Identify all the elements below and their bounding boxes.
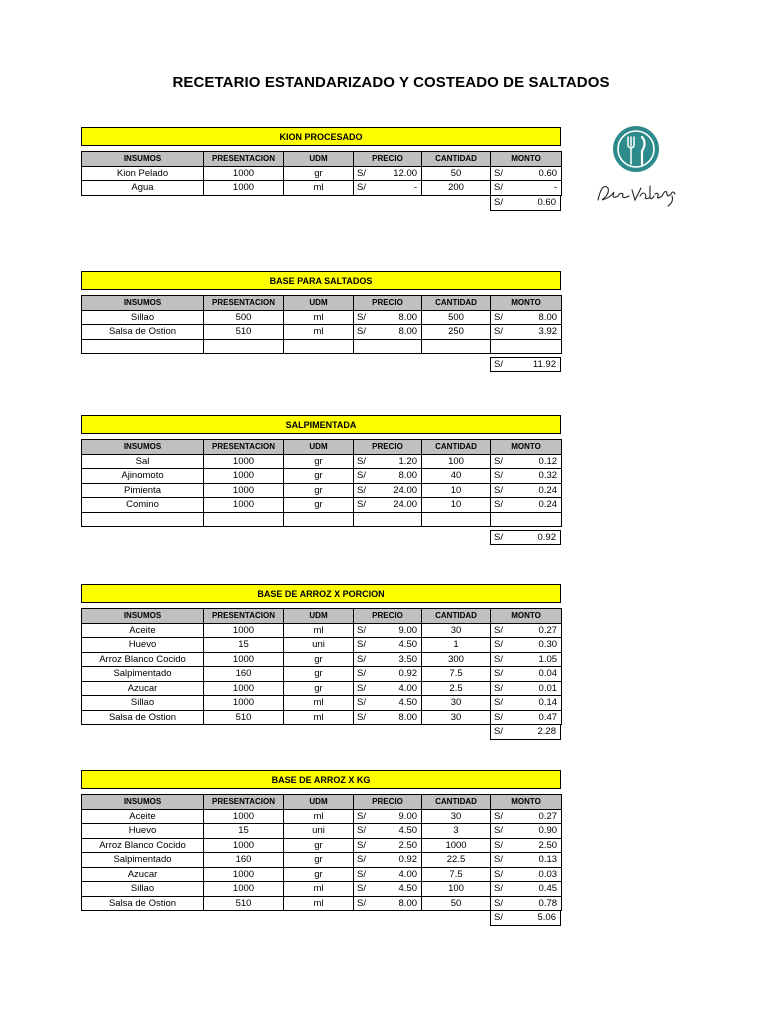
udm-cell: gr <box>284 652 354 667</box>
recipe-title: KION PROCESADO <box>81 127 561 146</box>
column-header: UDM <box>284 795 354 810</box>
column-header: PRESENTACION <box>204 795 284 810</box>
cantidad-cell: 30 <box>422 710 491 725</box>
monto-cell: 0.27 <box>511 809 562 824</box>
recipe-section <box>81 415 561 545</box>
table-header-row <box>82 296 562 311</box>
monto-currency-cell: S/ <box>491 710 511 725</box>
monto-currency-cell: S/ <box>491 882 511 897</box>
column-header: MONTO <box>491 609 562 624</box>
total-value: 5.06 <box>537 912 556 923</box>
table-row <box>82 623 562 638</box>
recipe-title: BASE DE ARROZ X PORCION <box>81 584 561 603</box>
udm-cell: gr <box>284 166 354 181</box>
monto-currency-cell: S/ <box>491 681 511 696</box>
monto-currency-cell: S/ <box>491 853 511 868</box>
column-header: CANTIDAD <box>422 795 491 810</box>
presentacion-cell: 160 <box>204 667 284 682</box>
column-header: INSUMOS <box>82 440 204 455</box>
monto-cell: 0.47 <box>511 710 562 725</box>
cantidad-cell: 250 <box>422 325 491 340</box>
monto-cell <box>511 339 562 354</box>
fork-knife-icon <box>592 122 680 210</box>
insumo-cell <box>82 339 204 354</box>
cantidad-cell: 40 <box>422 469 491 484</box>
total-currency: S/ <box>494 726 503 737</box>
cantidad-cell <box>422 339 491 354</box>
insumo-cell: Ajinomoto <box>82 469 204 484</box>
insumo-cell: Huevo <box>82 824 204 839</box>
monto-cell: 2.50 <box>511 838 562 853</box>
monto-currency-cell: S/ <box>491 867 511 882</box>
cantidad-cell: 2.5 <box>422 681 491 696</box>
cantidad-cell: 7.5 <box>422 667 491 682</box>
recipe-title: BASE PARA SALTADOS <box>81 271 561 290</box>
column-header: PRESENTACION <box>204 152 284 167</box>
precio-cell: 8.00 <box>380 325 422 340</box>
monto-cell: 0.32 <box>511 469 562 484</box>
insumo-cell: Huevo <box>82 638 204 653</box>
precio-currency-cell: S/ <box>354 638 380 653</box>
cantidad-cell: 1 <box>422 638 491 653</box>
presentacion-cell: 1000 <box>204 809 284 824</box>
precio-currency-cell: S/ <box>354 623 380 638</box>
udm-cell <box>284 339 354 354</box>
precio-cell: 8.00 <box>380 469 422 484</box>
udm-cell: ml <box>284 809 354 824</box>
total-cell <box>490 196 561 211</box>
presentacion-cell: 1000 <box>204 181 284 196</box>
recipe-section <box>81 127 561 211</box>
monto-currency-cell: S/ <box>491 498 511 513</box>
precio-currency-cell <box>354 339 380 354</box>
insumo-cell: Salpimentado <box>82 853 204 868</box>
column-header: MONTO <box>491 440 562 455</box>
column-header: PRECIO <box>354 440 422 455</box>
monto-currency-cell: S/ <box>491 838 511 853</box>
udm-cell: ml <box>284 623 354 638</box>
cantidad-cell: 30 <box>422 809 491 824</box>
monto-currency-cell: S/ <box>491 638 511 653</box>
table-row <box>82 512 562 527</box>
recipe-title: SALPIMENTADA <box>81 415 561 434</box>
table-row <box>82 867 562 882</box>
total-value: 2.28 <box>537 726 556 737</box>
cantidad-cell: 3 <box>422 824 491 839</box>
cantidad-cell: 50 <box>422 166 491 181</box>
total-value: 11.92 <box>532 359 556 370</box>
udm-cell: gr <box>284 681 354 696</box>
recipe-title: BASE DE ARROZ X KG <box>81 770 561 789</box>
precio-cell: 4.50 <box>380 824 422 839</box>
precio-currency-cell: S/ <box>354 454 380 469</box>
precio-cell: - <box>380 181 422 196</box>
column-header: UDM <box>284 440 354 455</box>
precio-currency-cell: S/ <box>354 310 380 325</box>
precio-cell: 9.00 <box>380 809 422 824</box>
insumo-cell: Pimienta <box>82 483 204 498</box>
udm-cell: gr <box>284 853 354 868</box>
udm-cell: gr <box>284 454 354 469</box>
cantidad-cell: 200 <box>422 181 491 196</box>
total-value: 0.92 <box>537 532 556 543</box>
column-header: INSUMOS <box>82 795 204 810</box>
cantidad-cell: 30 <box>422 696 491 711</box>
precio-currency-cell: S/ <box>354 483 380 498</box>
cantidad-cell: 300 <box>422 652 491 667</box>
insumo-cell: Azucar <box>82 681 204 696</box>
precio-currency-cell: S/ <box>354 853 380 868</box>
table-row <box>82 339 562 354</box>
table-row <box>82 882 562 897</box>
insumo-cell: Sillao <box>82 882 204 897</box>
presentacion-cell: 1000 <box>204 838 284 853</box>
total-currency: S/ <box>494 196 503 208</box>
precio-cell: 24.00 <box>380 498 422 513</box>
monto-cell: 0.90 <box>511 824 562 839</box>
monto-cell: - <box>511 181 562 196</box>
precio-currency-cell: S/ <box>354 838 380 853</box>
recipe-table <box>81 608 562 725</box>
table-row <box>82 896 562 911</box>
table-row <box>82 310 562 325</box>
table-row <box>82 638 562 653</box>
column-header: PRESENTACION <box>204 440 284 455</box>
precio-cell: 8.00 <box>380 310 422 325</box>
table-row <box>82 696 562 711</box>
monto-currency-cell <box>491 339 511 354</box>
column-header: INSUMOS <box>82 152 204 167</box>
recipe-section <box>81 584 561 740</box>
insumo-cell: Aceite <box>82 809 204 824</box>
total-cell <box>490 725 561 740</box>
presentacion-cell: 1000 <box>204 623 284 638</box>
precio-cell: 4.00 <box>380 681 422 696</box>
column-header: PRECIO <box>354 296 422 311</box>
column-header: CANTIDAD <box>422 152 491 167</box>
column-header: PRESENTACION <box>204 609 284 624</box>
column-header: PRECIO <box>354 609 422 624</box>
insumo-cell: Agua <box>82 181 204 196</box>
column-header: MONTO <box>491 795 562 810</box>
column-header: INSUMOS <box>82 296 204 311</box>
udm-cell: gr <box>284 483 354 498</box>
presentacion-cell: 1000 <box>204 454 284 469</box>
cantidad-cell: 100 <box>422 454 491 469</box>
table-row <box>82 838 562 853</box>
precio-cell <box>380 512 422 527</box>
presentacion-cell: 500 <box>204 310 284 325</box>
table-row <box>82 710 562 725</box>
presentacion-cell: 15 <box>204 638 284 653</box>
total-currency: S/ <box>494 359 503 370</box>
insumo-cell: Azucar <box>82 867 204 882</box>
monto-cell: 0.24 <box>511 483 562 498</box>
table-row <box>82 667 562 682</box>
udm-cell: ml <box>284 710 354 725</box>
column-header: UDM <box>284 152 354 167</box>
monto-currency-cell: S/ <box>491 809 511 824</box>
insumo-cell: Arroz Blanco Cocido <box>82 838 204 853</box>
precio-currency-cell: S/ <box>354 696 380 711</box>
table-row <box>82 824 562 839</box>
insumo-cell: Arroz Blanco Cocido <box>82 652 204 667</box>
monto-currency-cell: S/ <box>491 696 511 711</box>
monto-currency-cell: S/ <box>491 325 511 340</box>
recipe-table <box>81 295 562 354</box>
cantidad-cell: 1000 <box>422 838 491 853</box>
cantidad-cell: 30 <box>422 623 491 638</box>
table-header-row <box>82 440 562 455</box>
recipe-table <box>81 439 562 527</box>
column-header: MONTO <box>491 152 562 167</box>
table-row <box>82 325 562 340</box>
cantidad-cell <box>422 512 491 527</box>
recipe-table <box>81 794 562 911</box>
precio-cell: 1.20 <box>380 454 422 469</box>
udm-cell: gr <box>284 667 354 682</box>
monto-currency-cell: S/ <box>491 469 511 484</box>
column-header: MONTO <box>491 296 562 311</box>
column-header: UDM <box>284 296 354 311</box>
monto-cell: 0.13 <box>511 853 562 868</box>
precio-currency-cell: S/ <box>354 809 380 824</box>
cantidad-cell: 10 <box>422 483 491 498</box>
cantidad-cell: 100 <box>422 882 491 897</box>
precio-currency-cell: S/ <box>354 896 380 911</box>
presentacion-cell: 1000 <box>204 483 284 498</box>
precio-cell: 8.00 <box>380 710 422 725</box>
insumo-cell: Sal <box>82 454 204 469</box>
table-row <box>82 483 562 498</box>
insumo-cell: Comino <box>82 498 204 513</box>
column-header: CANTIDAD <box>422 296 491 311</box>
presentacion-cell: 1000 <box>204 469 284 484</box>
presentacion-cell: 1000 <box>204 867 284 882</box>
monto-cell: 0.14 <box>511 696 562 711</box>
precio-cell: 24.00 <box>380 483 422 498</box>
cantidad-cell: 10 <box>422 498 491 513</box>
monto-cell: 8.00 <box>511 310 562 325</box>
presentacion-cell: 1000 <box>204 498 284 513</box>
total-cell <box>490 357 561 372</box>
table-row <box>82 681 562 696</box>
page-title: RECETARIO ESTANDARIZADO Y COSTEADO DE SALTADOS <box>172 74 610 91</box>
precio-cell: 4.50 <box>380 696 422 711</box>
total-currency: S/ <box>494 532 503 543</box>
table-header-row <box>82 152 562 167</box>
cantidad-cell: 50 <box>422 896 491 911</box>
column-header: CANTIDAD <box>422 440 491 455</box>
udm-cell: uni <box>284 638 354 653</box>
monto-cell: 1.05 <box>511 652 562 667</box>
udm-cell: ml <box>284 896 354 911</box>
precio-cell: 2.50 <box>380 838 422 853</box>
monto-currency-cell: S/ <box>491 824 511 839</box>
total-cell <box>490 530 561 545</box>
presentacion-cell: 1000 <box>204 652 284 667</box>
monto-cell: 0.78 <box>511 896 562 911</box>
insumo-cell: Salpimentado <box>82 667 204 682</box>
insumo-cell: Sillao <box>82 310 204 325</box>
precio-cell <box>380 339 422 354</box>
precio-cell: 0.92 <box>380 667 422 682</box>
presentacion-cell: 160 <box>204 853 284 868</box>
monto-cell: 0.12 <box>511 454 562 469</box>
insumo-cell: Sillao <box>82 696 204 711</box>
monto-cell: 0.60 <box>511 166 562 181</box>
column-header: PRESENTACION <box>204 296 284 311</box>
udm-cell: gr <box>284 498 354 513</box>
column-header: PRECIO <box>354 152 422 167</box>
precio-cell: 0.92 <box>380 853 422 868</box>
column-header: CANTIDAD <box>422 609 491 624</box>
udm-cell: gr <box>284 838 354 853</box>
table-row <box>82 652 562 667</box>
monto-cell: 0.04 <box>511 667 562 682</box>
recipe-section <box>81 770 561 926</box>
monto-currency-cell: S/ <box>491 181 511 196</box>
table-row <box>82 853 562 868</box>
total-value: 0.60 <box>537 196 556 208</box>
table-row <box>82 469 562 484</box>
monto-currency-cell <box>491 512 511 527</box>
table-row <box>82 809 562 824</box>
cantidad-cell: 22.5 <box>422 853 491 868</box>
udm-cell: uni <box>284 824 354 839</box>
insumo-cell <box>82 512 204 527</box>
total-currency: S/ <box>494 912 503 923</box>
monto-cell: 0.03 <box>511 867 562 882</box>
precio-currency-cell <box>354 512 380 527</box>
precio-currency-cell: S/ <box>354 681 380 696</box>
column-header: UDM <box>284 609 354 624</box>
udm-cell: ml <box>284 310 354 325</box>
column-header: PRECIO <box>354 795 422 810</box>
presentacion-cell <box>204 339 284 354</box>
monto-currency-cell: S/ <box>491 483 511 498</box>
table-row <box>82 166 562 181</box>
udm-cell: gr <box>284 867 354 882</box>
udm-cell: ml <box>284 696 354 711</box>
precio-currency-cell: S/ <box>354 166 380 181</box>
logo <box>592 122 680 210</box>
presentacion-cell: 510 <box>204 896 284 911</box>
presentacion-cell: 15 <box>204 824 284 839</box>
insumo-cell: Kion Pelado <box>82 166 204 181</box>
monto-cell: 0.01 <box>511 681 562 696</box>
presentacion-cell <box>204 512 284 527</box>
total-cell <box>490 911 561 926</box>
table-header-row <box>82 609 562 624</box>
insumo-cell: Salsa de Ostion <box>82 896 204 911</box>
monto-cell: 0.24 <box>511 498 562 513</box>
monto-currency-cell: S/ <box>491 623 511 638</box>
precio-currency-cell: S/ <box>354 710 380 725</box>
presentacion-cell: 1000 <box>204 696 284 711</box>
insumo-cell: Salsa de Ostion <box>82 710 204 725</box>
udm-cell: ml <box>284 325 354 340</box>
udm-cell: ml <box>284 181 354 196</box>
monto-cell: 0.30 <box>511 638 562 653</box>
presentacion-cell: 510 <box>204 325 284 340</box>
precio-cell: 4.50 <box>380 882 422 897</box>
presentacion-cell: 1000 <box>204 882 284 897</box>
udm-cell: ml <box>284 882 354 897</box>
precio-currency-cell: S/ <box>354 652 380 667</box>
cantidad-cell: 500 <box>422 310 491 325</box>
cantidad-cell: 7.5 <box>422 867 491 882</box>
table-row <box>82 498 562 513</box>
udm-cell: gr <box>284 469 354 484</box>
monto-cell: 3.92 <box>511 325 562 340</box>
monto-currency-cell: S/ <box>491 667 511 682</box>
monto-cell <box>511 512 562 527</box>
presentacion-cell: 1000 <box>204 681 284 696</box>
precio-currency-cell: S/ <box>354 667 380 682</box>
precio-currency-cell: S/ <box>354 498 380 513</box>
table-header-row <box>82 795 562 810</box>
precio-cell: 12.00 <box>380 166 422 181</box>
monto-currency-cell: S/ <box>491 454 511 469</box>
insumo-cell: Salsa de Ostion <box>82 325 204 340</box>
precio-currency-cell: S/ <box>354 867 380 882</box>
monto-currency-cell: S/ <box>491 652 511 667</box>
precio-cell: 4.00 <box>380 867 422 882</box>
precio-currency-cell: S/ <box>354 181 380 196</box>
monto-cell: 0.27 <box>511 623 562 638</box>
table-row <box>82 454 562 469</box>
precio-cell: 9.00 <box>380 623 422 638</box>
precio-currency-cell: S/ <box>354 882 380 897</box>
monto-currency-cell: S/ <box>491 166 511 181</box>
presentacion-cell: 510 <box>204 710 284 725</box>
table-row <box>82 181 562 196</box>
recipe-section <box>81 271 561 372</box>
precio-currency-cell: S/ <box>354 325 380 340</box>
monto-currency-cell: S/ <box>491 310 511 325</box>
precio-currency-cell: S/ <box>354 824 380 839</box>
precio-cell: 3.50 <box>380 652 422 667</box>
udm-cell <box>284 512 354 527</box>
precio-cell: 4.50 <box>380 638 422 653</box>
presentacion-cell: 1000 <box>204 166 284 181</box>
recipe-table <box>81 151 562 196</box>
monto-currency-cell: S/ <box>491 896 511 911</box>
monto-cell: 0.45 <box>511 882 562 897</box>
precio-cell: 8.00 <box>380 896 422 911</box>
precio-currency-cell: S/ <box>354 469 380 484</box>
insumo-cell: Aceite <box>82 623 204 638</box>
column-header: INSUMOS <box>82 609 204 624</box>
